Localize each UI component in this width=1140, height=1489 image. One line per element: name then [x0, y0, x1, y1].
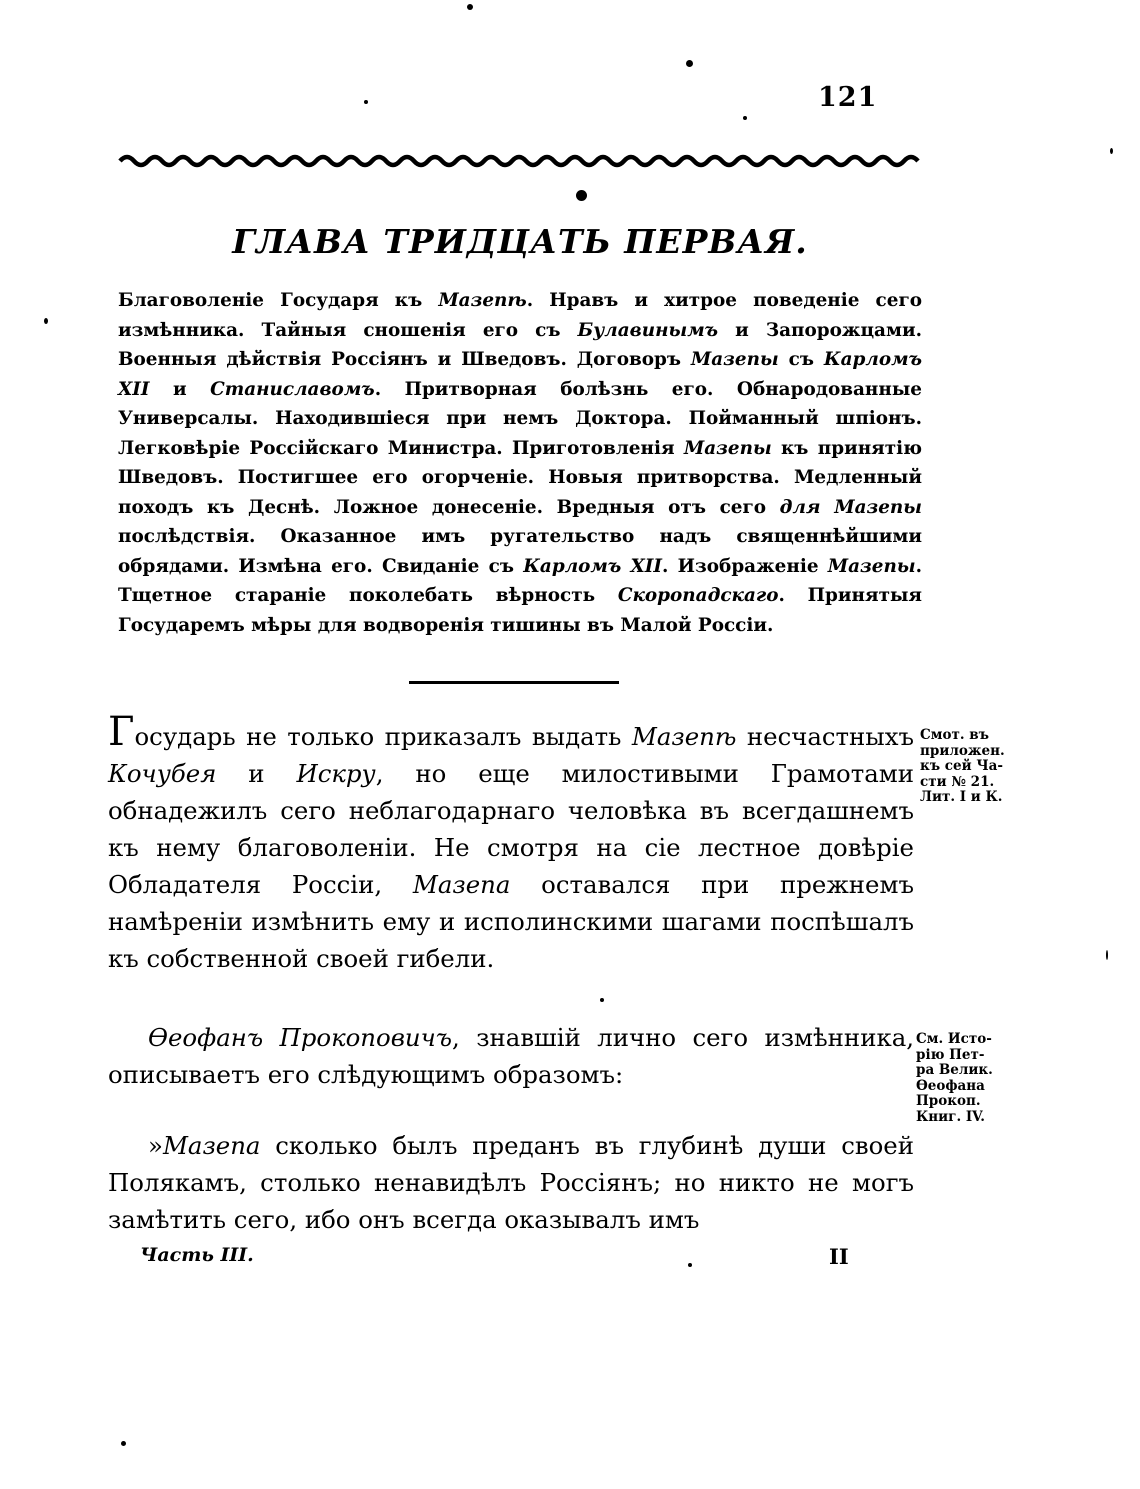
paragraph-2 [108, 1019, 914, 1093]
text-run: . Принятыя Государемъ мѣры для водворенія тишины въ Малой Россіи. [118, 585, 923, 636]
italic-run: Скоропадскаго [617, 585, 779, 606]
text-run: оставался при прежнемъ намѣреніи измѣнить ему и исполинскими шагами поспѣшалъ къ собственной своей гибели. [108, 870, 914, 973]
italic-run: Мазепѣ [438, 290, 527, 311]
italic-run: Мазепы [690, 349, 779, 370]
italic-run: Ѳеофанъ Прокоповичъ [148, 1023, 453, 1052]
italic-run: Мазепа [162, 1131, 261, 1160]
text-run: . Изображеніе [662, 555, 828, 577]
text-run: . Нравъ и хитрое поведеніе сего измѣнника. Тайныя сношенія его съ [118, 290, 922, 341]
italic-run: Мазепѣ [631, 722, 737, 751]
scan-speck [364, 100, 368, 104]
text-run: несчастныхъ [736, 722, 914, 751]
wavy-divider-ornament [118, 148, 926, 174]
margin-note-2 [916, 1032, 1026, 1125]
margin-note-line: ра Велик. [916, 1062, 993, 1078]
paragraph-3 [108, 1127, 914, 1238]
italic-run: Кочубея [108, 759, 217, 788]
text-run: . Тщетное стараніе поколебать вѣрность [118, 555, 922, 606]
scan-speck [1110, 148, 1113, 154]
margin-note-line: Ѳеофана [916, 1077, 985, 1094]
text-run: и [216, 759, 297, 788]
italic-run: Мазепы [827, 555, 916, 577]
dot-ornament [576, 190, 587, 201]
text-run: послѣдствія. Оказанное имъ ругательство надъ священнѣйшими обрядами. Измѣна его. Свиданіе съ [118, 526, 922, 577]
text-run: къ принятію Шведовъ. Постигшее его огорченіе. Новыя притворства. Медленный походъ къ Деснѣ. Ложное донесеніе. Вредныя отъ сего [118, 437, 922, 518]
italic-run: для Мазепы [779, 496, 923, 518]
text-run: . Притворная болѣзнь его. Обнародованные Универсалы. Находившіеся при немъ Доктора. Пойманный шпіонъ. Легковѣріе Россійскаго Министра. Приготовленія [118, 378, 922, 459]
italic-run: Мазепа [412, 870, 511, 899]
scan-speck [686, 60, 693, 67]
text-run: » [148, 1131, 163, 1160]
footer-signature-mark: II [829, 1244, 849, 1269]
margin-note-1 [920, 728, 1020, 806]
text-run: осударь не только приказалъ выдать [134, 722, 632, 751]
text-run: сколько былъ преданъ въ глубинѣ души своей Полякамъ, столько ненавидѣлъ Россіянъ; но никто не могъ замѣтить сего, ибо онъ всегда оказывалъ имъ [108, 1131, 914, 1234]
margin-note-line: Смот. въ [920, 727, 989, 743]
chapter-title: ГЛАВА ТРИДЦАТЬ ПЕРВАЯ. [232, 222, 808, 261]
scan-speck [467, 4, 473, 10]
italic-run: Станиславомъ [210, 378, 375, 400]
scan-speck [121, 1441, 126, 1446]
margin-note-line: Книг. IV. [916, 1108, 985, 1125]
italic-run: Мазепы [683, 437, 772, 459]
margin-note-line: къ сей Ча- [920, 758, 1004, 774]
margin-note-line: приложен. [920, 742, 1005, 759]
margin-note-line: Прокоп. [916, 1093, 981, 1109]
paragraph-1 [108, 709, 914, 977]
margin-note-line: Лит. I и К. [920, 789, 1003, 805]
italic-run: Искру [296, 759, 376, 788]
text-run: , знавшій лично сего измѣнника, описываетъ его слѣдующимъ образомъ: [108, 1023, 914, 1089]
margin-note-line: См. Исто- [916, 1031, 992, 1047]
italic-run: Карломъ XII [523, 555, 663, 577]
text-run: Благоволеніе Государя къ [118, 290, 439, 311]
text-run: , но еще милостивыми Грамотами обнадежилъ сего неблагодарнаго человѣка въ всегдашнемъ къ нему благоволеніи. Не смотря на сіе лестное довѣріе Обладателя Россіи, [108, 759, 914, 899]
italic-run: Карломъ XII [118, 349, 922, 400]
margin-note-line: сти № 21. [920, 773, 995, 790]
scan-speck [600, 998, 604, 1002]
section-rule [409, 681, 619, 684]
text-run: и Запорожцами. Военныя дѣйствія Россіянъ и Шведовъ. Договоръ [118, 319, 922, 370]
scan-speck [688, 1263, 692, 1267]
footer-part-label: Часть III. [140, 1244, 254, 1266]
text-run: съ [778, 349, 824, 370]
page-number: 121 [818, 82, 878, 113]
text-run: и [149, 378, 211, 400]
scan-speck [44, 318, 48, 324]
drop-initial: Г [108, 709, 135, 755]
chapter-summary [118, 286, 922, 640]
margin-note-line: рію Пет- [916, 1046, 985, 1063]
italic-run: Булавинымъ [577, 319, 719, 341]
scan-speck [1106, 950, 1108, 960]
scan-speck [743, 116, 747, 120]
